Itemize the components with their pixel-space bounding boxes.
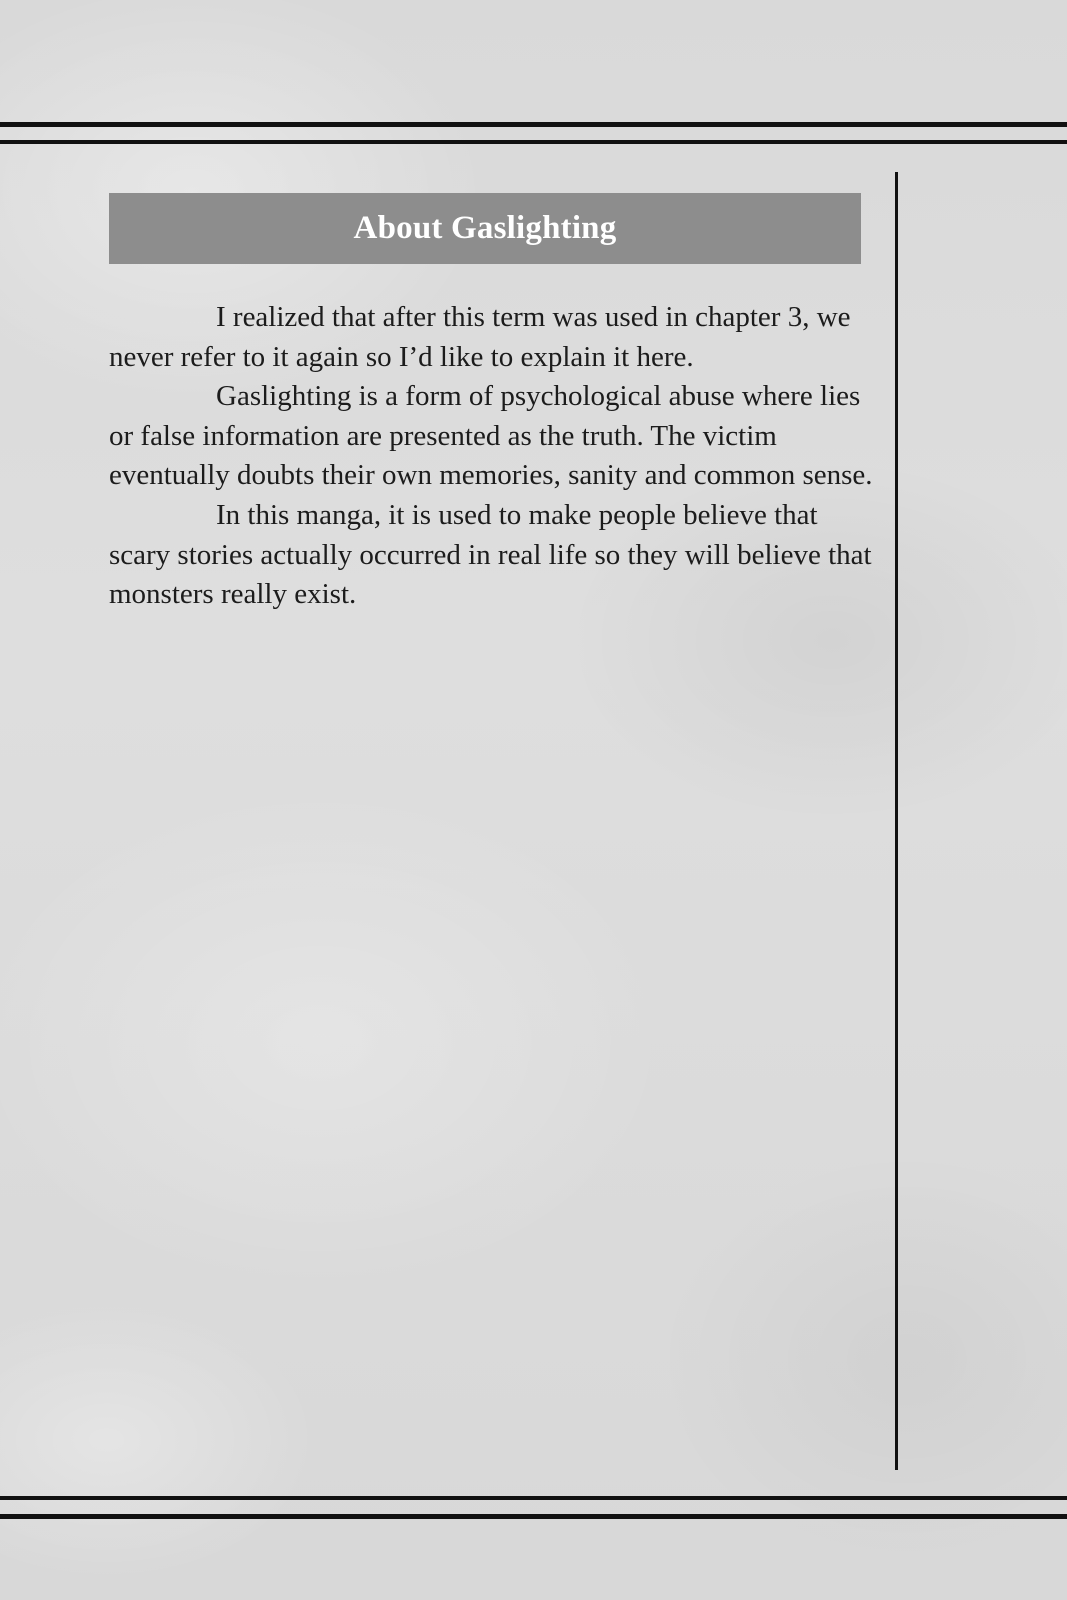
article-body: [109, 298, 879, 615]
right-margin-rule: [895, 172, 898, 1470]
top-border-rule-inner: [0, 140, 1067, 144]
paragraph-definition: Gaslighting is a form of psychological abuse where lies or false information are presented as the truth. The victim eventually doubts their own memories, sanity and common sense.: [109, 380, 873, 492]
title-banner: [109, 193, 861, 264]
page-title: About Gaslighting: [353, 210, 617, 246]
paragraph-intro: I realized that after this term was used in chapter 3, we never refer to it again so I’d like to explain it here.: [109, 301, 851, 373]
bottom-border-rule-inner: [0, 1496, 1067, 1500]
paragraph-usage: In this manga, it is used to make people believe that scary stories actually occurred in real life so they will believe that monsters really exist.: [109, 498, 872, 611]
top-border-rule-outer: [0, 122, 1067, 127]
bottom-border-rule-outer: [0, 1514, 1067, 1519]
